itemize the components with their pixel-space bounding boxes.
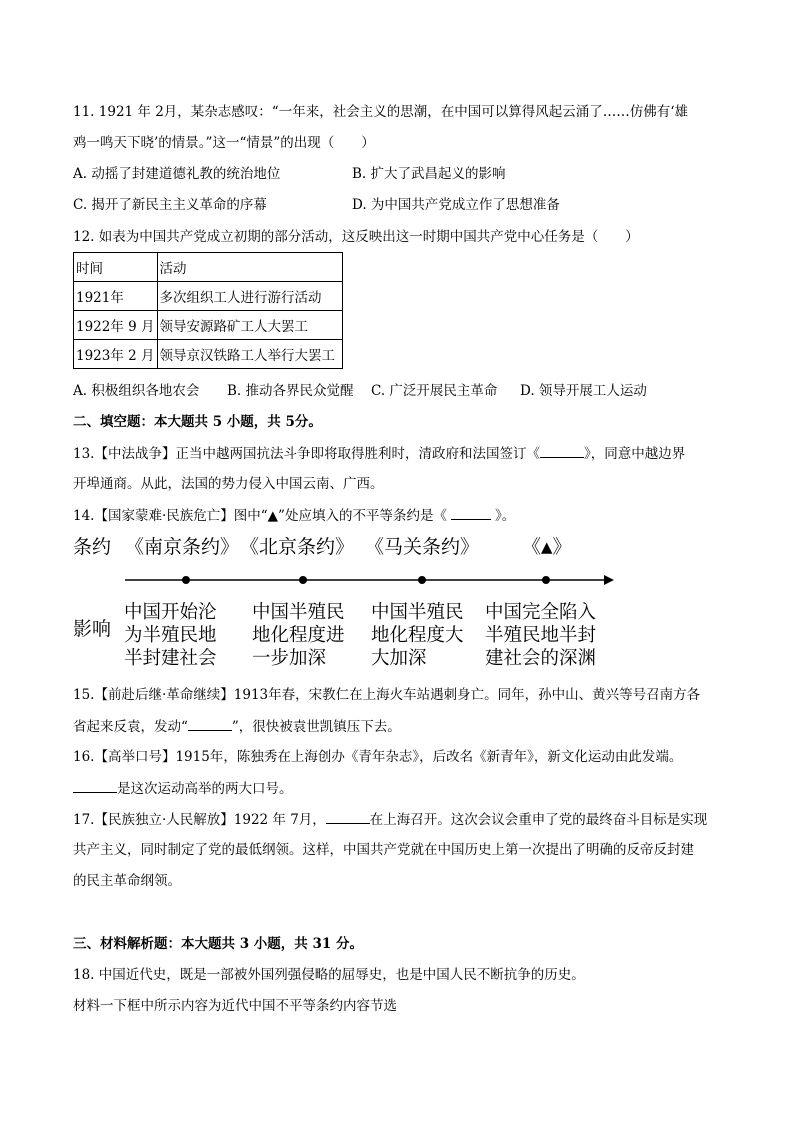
section-2-heading: 二、填空题：本大题共 5 小题，共 5分。 bbox=[73, 414, 322, 430]
table-cell-time: 1921年 bbox=[74, 282, 158, 311]
q11-stem-line1: 11. 1921 年 2月，某杂志感叹：“一年来，社会主义的思潮，在中国可以算得风起云涌了……仿佛有‘雄 bbox=[73, 104, 688, 120]
q17-line1 bbox=[73, 809, 707, 830]
table-cell-activity: 领导京汉铁路工人举行大罢工 bbox=[157, 340, 342, 369]
q14-stem bbox=[73, 505, 515, 526]
diagram-impact-line: 中国半殖民 bbox=[371, 602, 464, 623]
table-cell-activity: 领导安源路矿工人大罢工 bbox=[157, 311, 342, 340]
q12-option-b[interactable]: B. 推动各界民众觉醒 bbox=[227, 383, 354, 399]
q11-stem-line2: 鸡一鸣天下晓’的情景。”这一“情景”的出现（ ） bbox=[73, 135, 375, 151]
diagram-impact-line: 为半殖民地 bbox=[124, 625, 217, 646]
q17-text-a: 17.【民族独立·人民解放】1922 年 7月， bbox=[73, 812, 326, 828]
q16-text: 是这次运动高举的两大口号。 bbox=[117, 781, 293, 797]
table-cell-activity: 多次组织工人进行游行活动 bbox=[157, 282, 342, 311]
table-header-activity: 活动 bbox=[157, 253, 342, 282]
q17-answer-blank[interactable] bbox=[326, 809, 370, 824]
q14-text-b: 》。 bbox=[494, 508, 516, 524]
table-row bbox=[74, 311, 343, 340]
diagram-impact-line: 建社会的深渊 bbox=[485, 648, 597, 669]
diagram-treaty-label: 《▲》 bbox=[522, 536, 572, 558]
q18-line2: 材料一下框中所示内容为近代中国不平等条约内容节选 bbox=[73, 998, 397, 1014]
diagram-timeline-dot bbox=[182, 576, 190, 584]
diagram-treaty-label: 《马关条约》 bbox=[365, 536, 480, 558]
q11-option-b[interactable]: B. 扩大了武昌起义的影响 bbox=[352, 166, 506, 182]
diagram-impact-line: 大加深 bbox=[371, 648, 427, 669]
q15-text-b: ”，很快被袁世凯镇压下去。 bbox=[231, 719, 401, 735]
diagram-impact-line: 中国开始沦 bbox=[124, 602, 217, 623]
diagram-impact-line: 中国完全陷入 bbox=[485, 602, 597, 623]
diagram-impact-line: 地化程度大 bbox=[371, 625, 464, 646]
q15-line1: 15.【前赴后继·革命继续】1913年春，宋教仁在上海火车站遇刺身亡。同年，孙中山、黄兴等号召南方各 bbox=[73, 687, 701, 703]
q12-option-c[interactable]: C. 广泛开展民主革命 bbox=[371, 383, 498, 399]
q16-line1: 16.【高举口号】1915年，陈独秀在上海创办《青年杂志》，后改名《新青年》，新文化运动由此发端。 bbox=[73, 749, 683, 765]
q15-text-a: 省起来反袁，发动“ bbox=[73, 719, 188, 735]
diagram-row-label-impact: 影响 bbox=[73, 618, 112, 640]
q13-answer-blank[interactable] bbox=[540, 443, 584, 458]
q17-text-b: 在上海召开。这次会议会重申了党的最终奋斗目标是实现 bbox=[369, 812, 708, 828]
table-cell-time: 1923年 2 月 bbox=[74, 340, 158, 369]
q13-line1 bbox=[73, 443, 685, 464]
q13-text-b: 》，同意中越边界 bbox=[583, 446, 686, 462]
q11-option-d[interactable]: D. 为中国共产党成立作了思想准备 bbox=[352, 197, 560, 213]
q14-answer-blank[interactable] bbox=[451, 505, 491, 520]
table-cell-time: 1922年 9 月 bbox=[74, 311, 158, 340]
q15-answer-blank[interactable] bbox=[188, 716, 232, 731]
table-header-row bbox=[74, 253, 343, 282]
q14-treaty-timeline-diagram bbox=[0, 532, 794, 672]
diagram-impact-line: 半封建社会 bbox=[124, 648, 217, 669]
diagram-impact-line: 半殖民地半封 bbox=[485, 625, 597, 646]
q11-option-a[interactable]: A. 动摇了封建道德礼教的统治地位 bbox=[73, 166, 281, 182]
q15-line2 bbox=[73, 716, 401, 737]
q12-stem: 12. 如表为中国共产党成立初期的部分活动，这反映出这一时期中国共产党中心任务是（ ） bbox=[73, 229, 639, 245]
q17-line3: 的民主革命纲领。 bbox=[73, 873, 181, 889]
section-3-heading: 三、材料解析题：本大题共 3 小题，共 31 分。 bbox=[73, 936, 363, 952]
diagram-impact-line: 地化程度进 bbox=[252, 625, 345, 646]
table-row bbox=[74, 282, 343, 311]
q11-option-c[interactable]: C. 揭开了新民主主义革命的序幕 bbox=[73, 197, 267, 213]
q13-text-a: 13.【中法战争】正当中越两国抗法斗争即将取得胜利时，清政府和法国签订《 bbox=[73, 446, 540, 462]
diagram-timeline-dot bbox=[542, 576, 550, 584]
q16-line2 bbox=[73, 778, 293, 799]
table-header-time: 时间 bbox=[74, 253, 158, 282]
diagram-axis-arrowhead bbox=[604, 575, 614, 585]
q18-line1: 18. 中国近代史，既是一部被外国列强侵略的屈辱史，也是中国人民不断抗争的历史。 bbox=[73, 967, 585, 983]
q12-activity-table bbox=[73, 252, 343, 369]
diagram-timeline-dot bbox=[418, 576, 426, 584]
q13-line2: 开埠通商。从此，法国的势力侵入中国云南、广西。 bbox=[73, 476, 384, 492]
diagram-impact-line: 一步加深 bbox=[252, 648, 327, 669]
diagram-row-label-treaties: 条约 bbox=[73, 536, 112, 558]
q12-option-d[interactable]: D. 领导开展工人运动 bbox=[520, 383, 647, 399]
q14-text-a: 14.【国家蒙难·民族危亡】图中“▲”处应填入的不平等条约是《 bbox=[73, 508, 447, 524]
q17-line2: 共产主义，同时制定了党的最低纲领。这样，中国共产党就在中国历史上第一次提出了明确的反帝反封建 bbox=[73, 842, 694, 858]
diagram-impact-line: 中国半殖民 bbox=[252, 602, 345, 623]
diagram-treaty-label: 《北京条约》 bbox=[240, 536, 355, 558]
diagram-treaty-label: 《南京条约》 bbox=[125, 536, 240, 558]
table-row bbox=[74, 340, 343, 369]
diagram-timeline-dot bbox=[299, 576, 307, 584]
q12-option-a[interactable]: A. 积极组织各地农会 bbox=[73, 383, 200, 399]
q16-answer-blank[interactable] bbox=[73, 778, 117, 793]
